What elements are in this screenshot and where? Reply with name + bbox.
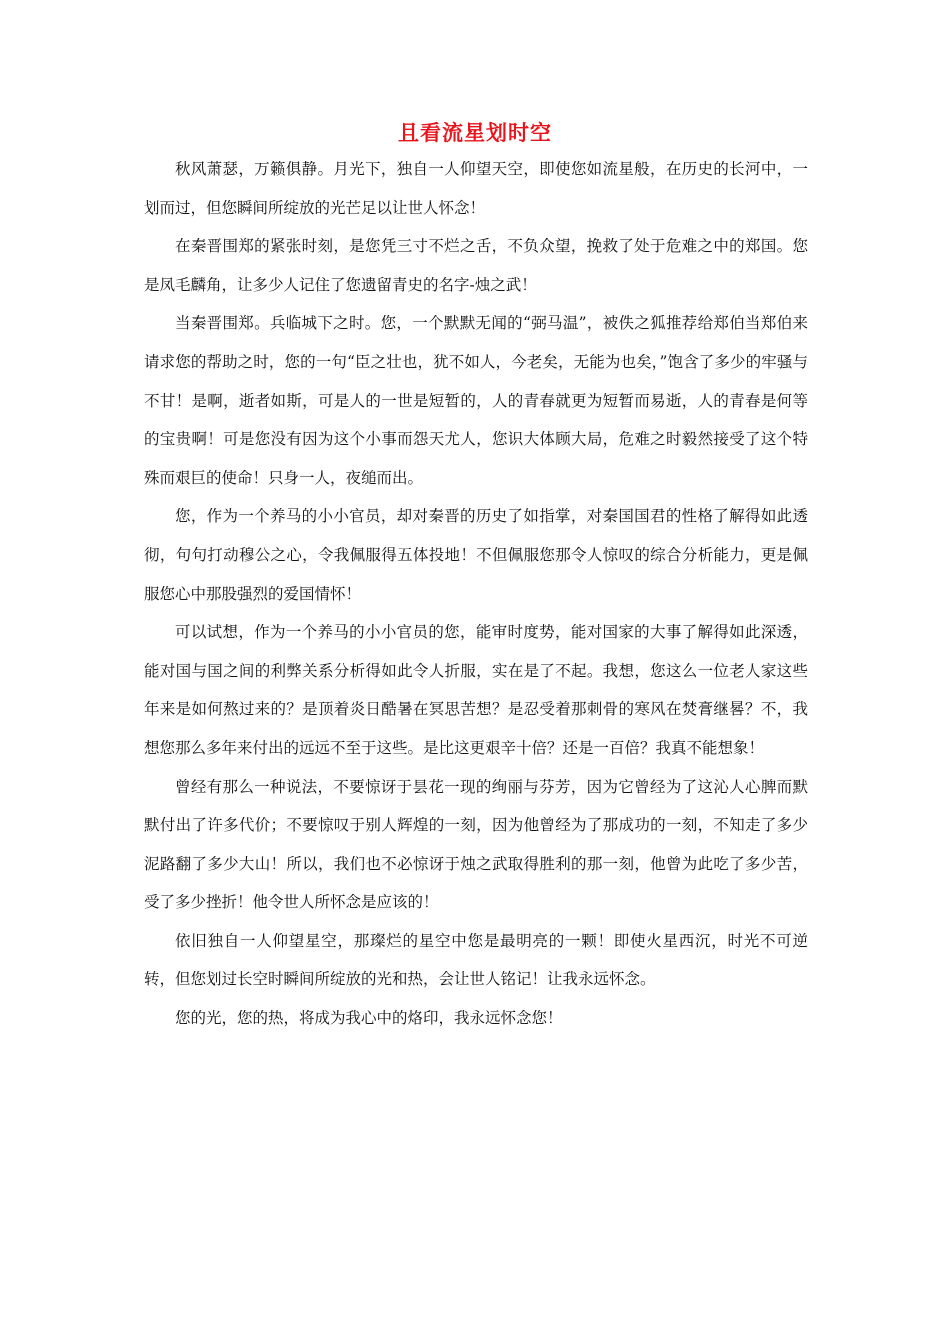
paragraph: 秋风萧瑟，万籁俱静。月光下，独自一人仰望天空，即使您如流星般，在历史的长河中，一划而过，但您瞬间所绽放的光芒足以让世人怀念！: [144, 160, 808, 217]
paragraph: 曾经有那么一种说法，不要惊讶于昙花一现的绚丽与芬芳，因为它曾经为了这沁人心脾而默默付出了许多代价；不要惊叹于别人辉煌的一刻，因为他曾经为了那成功的一刻，不知走了多少泥路翻了多少大山！所以，我们也不必惊讶于烛之武取得胜利的那一刻，他曾为此吃了多少苦，受了多少挫折！他令世人所怀念是应该的！: [144, 777, 808, 912]
paragraph: 可以试想，作为一个养马的小小官员的您，能审时度势，能对国家的大事了解得如此深透，能对国与国之间的利弊关系分析得如此令人折服，实在是了不起。我想，您这么一位老人家这些年来是如何熬过来的？是顶着炎日酷暑在冥思苦想？是忍受着那刺骨的寒风在焚膏继晷？不，我想您那么多年来付出的远远不至于这些。是比这更艰辛十倍？还是一百倍？我真不能想象！: [144, 623, 808, 757]
paragraph: 您，作为一个养马的小小官员，却对秦晋的历史了如指掌，对秦国国君的性格了解得如此透彻，句句打动穆公之心，令我佩服得五体投地！不但佩服您那令人惊叹的综合分析能力，更是佩服您心中那股强烈的爱国情怀！: [144, 507, 808, 603]
document-body: [144, 150, 808, 1038]
paragraph: 当秦晋围郑。兵临城下之时。您，一个默默无闻的“弼马温”，被佚之狐推荐给郑伯当郑伯来请求您的帮助之时，您的一句“臣之壮也，犹不如人，今老矣，无能为也矣，”饱含了多少的牢骚与不甘！是啊，逝者如斯，可是人的一世是短暂的，人的青春就更为短暂而易逝，人的青春是何等的宝贵啊！可是您没有因为这个小事而怨天尤人，您识大体顾大局，危难之时毅然接受了这个特殊而艰巨的使命！只身一人，夜缒而出。: [144, 314, 808, 487]
paragraph: 您的光，您的热，将成为我心中的烙印，我永远怀念您！: [175, 1009, 563, 1028]
document-title: 且看流星划时空: [398, 121, 552, 145]
paragraph: 在秦晋围郑的紧张时刻，是您凭三寸不烂之舌，不负众望，挽救了处于危难之中的郑国。您是凤毛麟角，让多少人记住了您遗留青史的名字-烛之武！: [144, 237, 808, 294]
paragraph: 依旧独自一人仰望星空，那璨烂的星空中您是最明亮的一颗！即使火星西沉，时光不可逆转，但您划过长空时瞬间所绽放的光和热，会让世人铭记！让我永远怀念。: [144, 931, 808, 989]
